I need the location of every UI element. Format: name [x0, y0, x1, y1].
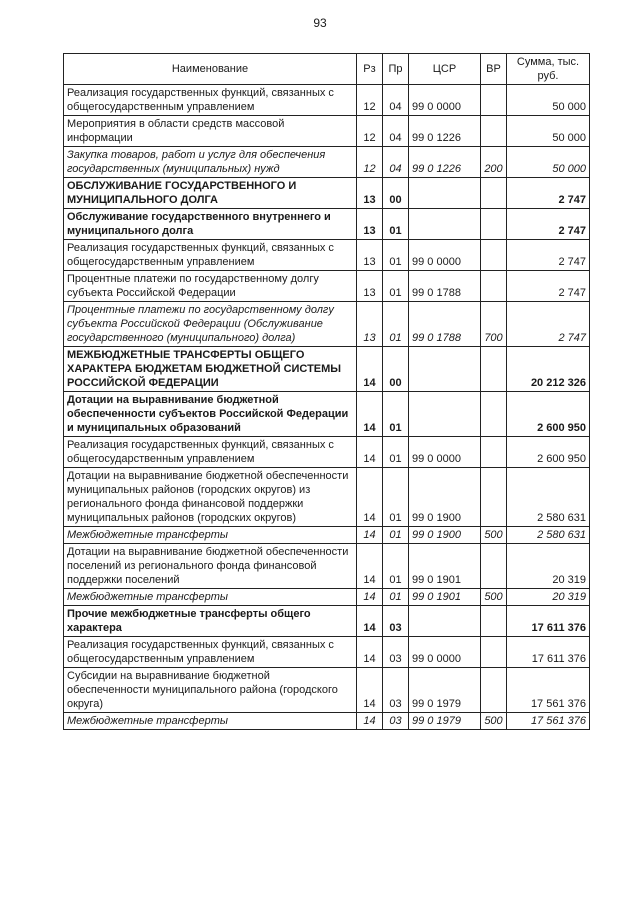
header-csr: ЦСР	[409, 54, 481, 85]
cell-pr: 03	[383, 637, 409, 668]
cell-sum: 2 580 631	[507, 468, 590, 527]
cell-csr	[409, 392, 481, 437]
cell-pr: 00	[383, 178, 409, 209]
table-body	[64, 85, 590, 730]
cell-vr	[481, 668, 507, 713]
cell-name: Закупка товаров, работ и услуг для обеспечения государственных (муниципальных) нужд	[64, 147, 357, 178]
cell-csr: 99 0 1979	[409, 668, 481, 713]
cell-name: Дотации на выравнивание бюджетной обеспеченности муниципальных районов (городских округов) из регионального фонда финансовой поддержки муниципальных районов (городских округов)	[64, 468, 357, 527]
cell-vr	[481, 468, 507, 527]
cell-rz: 14	[357, 713, 383, 730]
cell-vr: 200	[481, 147, 507, 178]
cell-csr	[409, 606, 481, 637]
cell-rz: 14	[357, 527, 383, 544]
cell-csr: 99 0 1788	[409, 271, 481, 302]
cell-csr: 99 0 1788	[409, 302, 481, 347]
cell-sum: 2 580 631	[507, 527, 590, 544]
table-row	[64, 637, 590, 668]
cell-vr	[481, 116, 507, 147]
cell-sum: 17 611 376	[507, 637, 590, 668]
table-row	[64, 527, 590, 544]
table-row	[64, 116, 590, 147]
table-row	[64, 85, 590, 116]
cell-pr: 01	[383, 302, 409, 347]
cell-pr: 01	[383, 589, 409, 606]
cell-name: МЕЖБЮДЖЕТНЫЕ ТРАНСФЕРТЫ ОБЩЕГО ХАРАКТЕРА БЮДЖЕТАМ БЮДЖЕТНОЙ СИСТЕМЫ РОССИЙСКОЙ ФЕДЕРАЦИИ	[64, 347, 357, 392]
cell-name: Реализация государственных функций, связанных с общегосударственным управлением	[64, 637, 357, 668]
cell-pr: 03	[383, 713, 409, 730]
cell-csr: 99 0 1226	[409, 147, 481, 178]
cell-sum: 2 747	[507, 302, 590, 347]
cell-rz: 14	[357, 437, 383, 468]
header-rz: Рз	[357, 54, 383, 85]
cell-sum: 2 747	[507, 209, 590, 240]
cell-rz: 14	[357, 668, 383, 713]
cell-vr	[481, 637, 507, 668]
cell-rz: 14	[357, 347, 383, 392]
table-header-row	[64, 54, 590, 85]
cell-rz: 12	[357, 85, 383, 116]
cell-name: Субсидии на выравнивание бюджетной обеспеченности муниципального района (городского округа)	[64, 668, 357, 713]
cell-pr: 01	[383, 527, 409, 544]
cell-csr: 99 0 0000	[409, 637, 481, 668]
cell-sum: 2 747	[507, 240, 590, 271]
cell-pr: 04	[383, 147, 409, 178]
cell-name: Процентные платежи по государственному долгу субъекта Российской Федерации	[64, 271, 357, 302]
table-row	[64, 271, 590, 302]
header-name: Наименование	[64, 54, 357, 85]
cell-sum: 2 600 950	[507, 392, 590, 437]
cell-sum: 17 611 376	[507, 606, 590, 637]
cell-name: Мероприятия в области средств массовой информации	[64, 116, 357, 147]
cell-sum: 17 561 376	[507, 713, 590, 730]
table-row	[64, 147, 590, 178]
cell-pr: 01	[383, 271, 409, 302]
cell-rz: 14	[357, 392, 383, 437]
table-row	[64, 589, 590, 606]
cell-rz: 13	[357, 240, 383, 271]
cell-rz: 12	[357, 116, 383, 147]
cell-name: Прочие межбюджетные трансферты общего характера	[64, 606, 357, 637]
cell-pr: 01	[383, 544, 409, 589]
table-row	[64, 713, 590, 730]
cell-name: Реализация государственных функций, связанных с общегосударственным управлением	[64, 85, 357, 116]
cell-rz: 14	[357, 637, 383, 668]
cell-vr: 700	[481, 302, 507, 347]
table-row	[64, 668, 590, 713]
table-row	[64, 468, 590, 527]
cell-vr: 500	[481, 527, 507, 544]
cell-rz: 13	[357, 178, 383, 209]
cell-csr: 99 0 0000	[409, 240, 481, 271]
cell-sum: 17 561 376	[507, 668, 590, 713]
cell-csr: 99 0 1900	[409, 527, 481, 544]
cell-rz: 13	[357, 209, 383, 240]
cell-name: Обслуживание государственного внутреннего и муниципального долга	[64, 209, 357, 240]
cell-name: Дотации на выравнивание бюджетной обеспеченности субъектов Российской Федерации и муниципальных образований	[64, 392, 357, 437]
table-row	[64, 240, 590, 271]
cell-sum: 2 747	[507, 271, 590, 302]
cell-csr: 99 0 1900	[409, 468, 481, 527]
table-row	[64, 392, 590, 437]
cell-pr: 01	[383, 468, 409, 527]
cell-sum: 20 212 326	[507, 347, 590, 392]
cell-sum: 50 000	[507, 85, 590, 116]
cell-vr	[481, 544, 507, 589]
header-sum: Сумма, тыс. руб.	[507, 54, 590, 85]
cell-sum: 20 319	[507, 544, 590, 589]
cell-vr	[481, 240, 507, 271]
header-vr: ВР	[481, 54, 507, 85]
cell-csr	[409, 209, 481, 240]
cell-rz: 14	[357, 468, 383, 527]
cell-pr: 01	[383, 240, 409, 271]
cell-name: Межбюджетные трансферты	[64, 589, 357, 606]
cell-vr: 500	[481, 713, 507, 730]
cell-rz: 13	[357, 271, 383, 302]
cell-sum: 2 600 950	[507, 437, 590, 468]
cell-rz: 14	[357, 606, 383, 637]
table-row	[64, 437, 590, 468]
cell-pr: 03	[383, 606, 409, 637]
cell-vr	[481, 271, 507, 302]
cell-name: Реализация государственных функций, связанных с общегосударственным управлением	[64, 437, 357, 468]
cell-vr	[481, 209, 507, 240]
table-row	[64, 178, 590, 209]
cell-pr: 04	[383, 116, 409, 147]
cell-vr	[481, 392, 507, 437]
cell-vr	[481, 437, 507, 468]
table-row	[64, 606, 590, 637]
cell-csr: 99 0 1901	[409, 544, 481, 589]
budget-table	[63, 53, 590, 730]
cell-vr	[481, 606, 507, 637]
cell-csr: 99 0 1226	[409, 116, 481, 147]
cell-rz: 13	[357, 302, 383, 347]
page-number: 93	[313, 16, 327, 30]
cell-csr	[409, 178, 481, 209]
cell-name: Процентные платежи по государственному долгу субъекта Российской Федерации (Обслуживание государственного (муниципального) долга)	[64, 302, 357, 347]
cell-name: Межбюджетные трансферты	[64, 527, 357, 544]
cell-pr: 04	[383, 85, 409, 116]
table-row	[64, 209, 590, 240]
cell-csr: 99 0 1979	[409, 713, 481, 730]
cell-sum: 50 000	[507, 147, 590, 178]
cell-pr: 00	[383, 347, 409, 392]
cell-csr: 99 0 1901	[409, 589, 481, 606]
cell-name: ОБСЛУЖИВАНИЕ ГОСУДАРСТВЕННОГО И МУНИЦИПАЛЬНОГО ДОЛГА	[64, 178, 357, 209]
cell-pr: 01	[383, 392, 409, 437]
table-row	[64, 302, 590, 347]
cell-rz: 12	[357, 147, 383, 178]
cell-csr	[409, 347, 481, 392]
cell-vr: 500	[481, 589, 507, 606]
cell-vr	[481, 85, 507, 116]
header-pr: Пр	[383, 54, 409, 85]
table-row	[64, 347, 590, 392]
cell-rz: 14	[357, 544, 383, 589]
cell-sum: 20 319	[507, 589, 590, 606]
cell-rz: 14	[357, 589, 383, 606]
cell-name: Межбюджетные трансферты	[64, 713, 357, 730]
cell-name: Дотации на выравнивание бюджетной обеспеченности поселений из регионального фонда финансовой поддержки поселений	[64, 544, 357, 589]
table-row	[64, 544, 590, 589]
cell-vr	[481, 178, 507, 209]
cell-sum: 50 000	[507, 116, 590, 147]
cell-name: Реализация государственных функций, связанных с общегосударственным управлением	[64, 240, 357, 271]
cell-pr: 01	[383, 437, 409, 468]
cell-pr: 03	[383, 668, 409, 713]
cell-sum: 2 747	[507, 178, 590, 209]
cell-vr	[481, 347, 507, 392]
cell-csr: 99 0 0000	[409, 437, 481, 468]
cell-pr: 01	[383, 209, 409, 240]
cell-csr: 99 0 0000	[409, 85, 481, 116]
